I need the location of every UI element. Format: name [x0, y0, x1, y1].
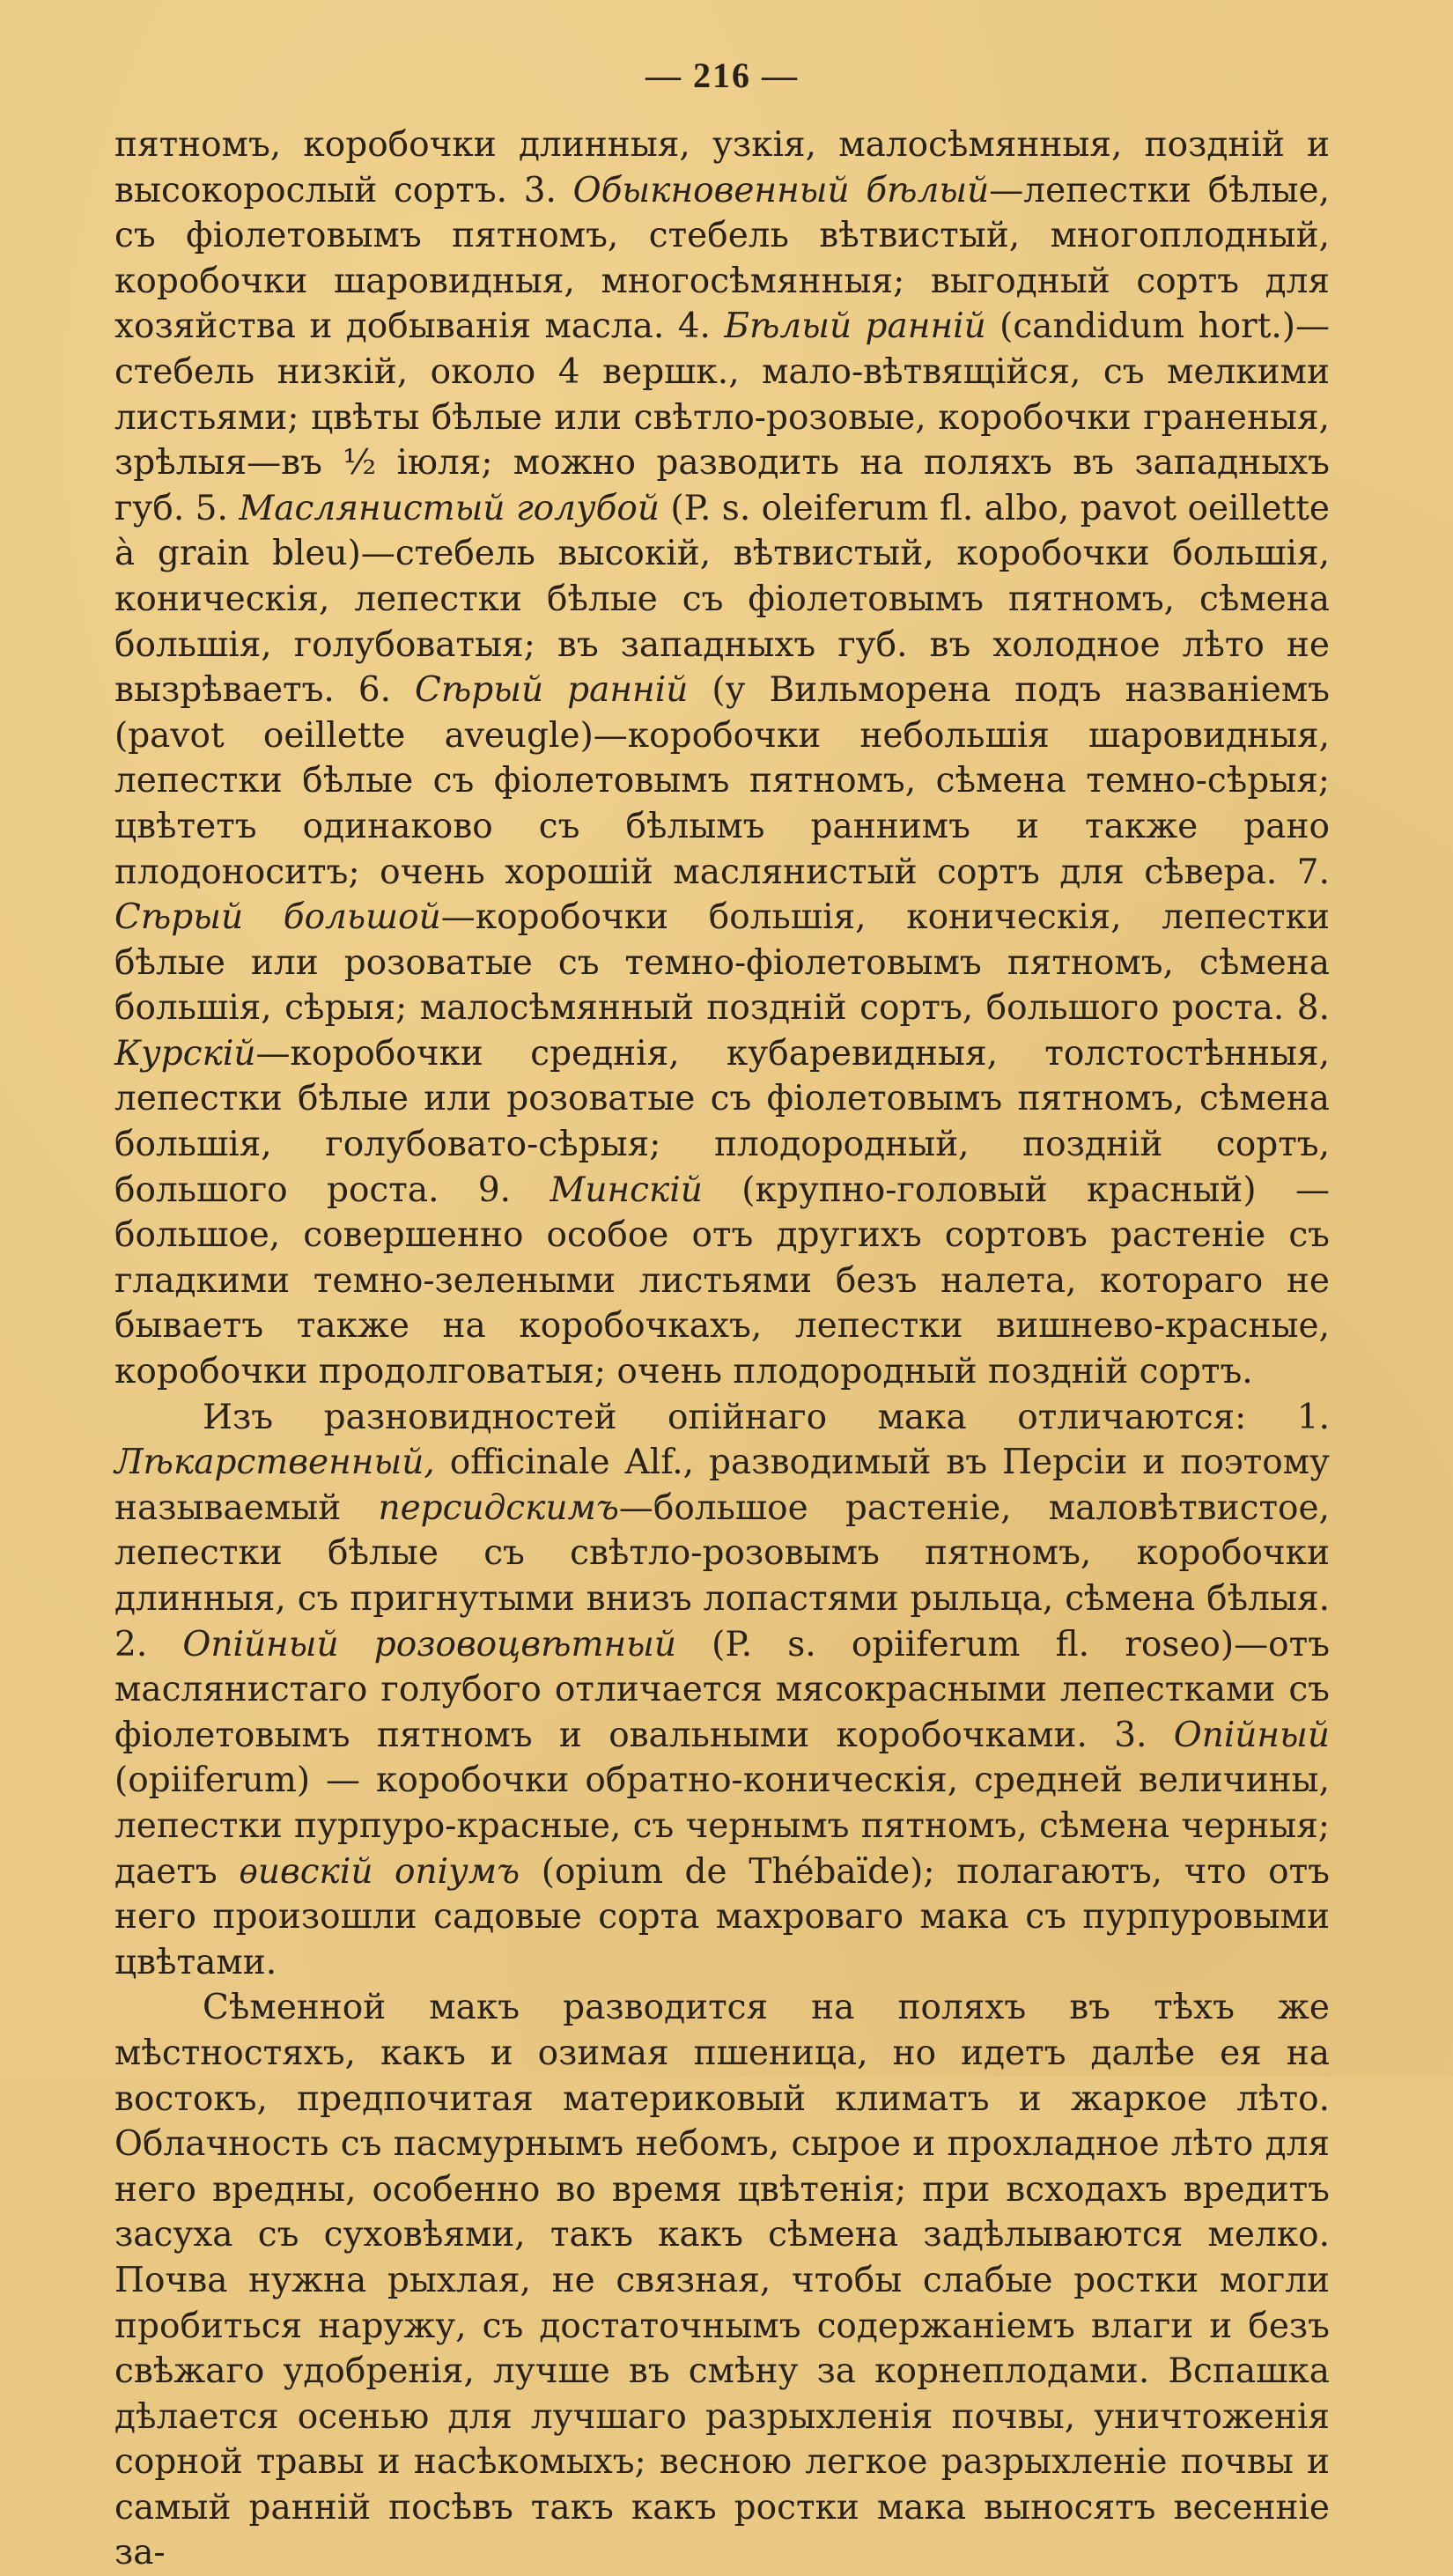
italic-variety-name: Опійный	[1173, 1715, 1330, 1755]
italic-variety-name: Сѣрый ранній	[415, 670, 689, 711]
text-segment: (крупно-головый красный) — большое, совершенно особое отъ другихъ сортовъ растеніе съ гладкими темно-зелеными листьями безъ налета, котораго не бываетъ также на коробочкахъ, лепестки вишнево-красные, коробочки продолговатыя; очень плодородный поздній сортъ.	[114, 1170, 1330, 1392]
italic-variety-name: Курскій	[114, 1033, 256, 1074]
text-segment: officinale Alf., разводимый въ Персіи и поэтому называемый	[114, 1443, 1330, 1528]
italic-variety-name: ѳивскій опіумъ	[239, 1851, 520, 1892]
text-segment: —коробочки среднія, кубаревидныя, толстостѣнныя, лепестки бѣлые или розоватые съ фіолетовымъ пятномъ, сѣмена большія, голубовато-сѣрыя; плодородный, поздній сортъ, большого роста. 9.	[114, 1033, 1330, 1210]
paragraph	[114, 122, 1330, 1395]
italic-variety-name: Маслянистый голубой	[239, 488, 660, 528]
italic-variety-name: Минскій	[549, 1170, 703, 1210]
text-segment: (P. s. oleiferum fl. albo, pavot oeillette à grain bleu)—стебель высокій, вѣтвистый, коробочки большія, коническія, лепестки бѣлые съ фіолетовымъ пятномъ, сѣмена большія, голубоватыя; въ западныхъ губ. въ холодное лѣто не вызрѣваетъ. 6.	[114, 488, 1330, 711]
text-segment: —лепестки бѣлые, съ фіолетовымъ пятномъ, стебель вѣтвистый, многоплодный, коробочки шаровидныя, многосѣмянныя; выгодный сортъ для хозяйства и добыванія масла. 4.	[114, 170, 1330, 347]
text-segment: (candidum hort.)—стебель низкій, около 4 вершк., мало-вѣтвящійся, съ мелкими листьями; цвѣты бѣлые или свѣтло-розовые, коробочки граненыя, зрѣлыя—въ ½ іюля; можно разводить на поляхъ въ западныхъ губ. 5.	[114, 306, 1330, 528]
page-number: — 216 —	[645, 55, 799, 95]
text-segment: —большое растеніе, маловѣтвистое, лепестки бѣлые съ свѣтло-розовымъ пятномъ, коробочки длинныя, съ пригнутыми внизъ лопастями рыльца, сѣмена бѣлыя. 2.	[114, 1487, 1330, 1664]
body-text	[114, 122, 1330, 2576]
italic-variety-name: персидскимъ	[378, 1487, 619, 1528]
text-segment: (opiiferum) — коробочки обратно-коническія, средней величины, лепестки пурпуро-красные, съ чернымъ пятномъ, сѣмена черныя; даетъ	[114, 1760, 1330, 1892]
text-segment: пятномъ, коробочки длинныя, узкія, малосѣмянныя, поздній и высокорослый сортъ. 3.	[114, 125, 1330, 210]
italic-variety-name: Обыкновенный бѣлый	[572, 170, 990, 210]
text-segment: (opium de Thébaïde); полагаютъ, что отъ него произошли садовые сорта махроваго мака съ пурпуровыми цвѣтами.	[114, 1851, 1330, 1982]
italic-variety-name: Сѣрый большой	[114, 897, 441, 938]
italic-variety-name: Опійный розовоцвѣтный	[182, 1624, 677, 1664]
text-segment: (P. s. opiiferum fl. roseo)—отъ маслянистаго голубого отличается мясокрасными лепестками съ фіолетовымъ пятномъ и овальными коробочками. 3.	[114, 1624, 1331, 1755]
italic-variety-name: Бѣлый ранній	[724, 306, 986, 347]
paragraph	[114, 1985, 1330, 2576]
text-segment: (у Вильморена подъ названіемъ (pavot oeillette aveugle)—коробочки небольшія шаровидныя, лепестки бѣлые съ фіолетовымъ пятномъ, сѣмена темно-сѣрыя; цвѣтетъ одинаково съ бѣлымъ раннимъ и также рано плодоноситъ; очень хорошій маслянистый сортъ для сѣвера. 7.	[114, 670, 1330, 892]
paragraph	[114, 1395, 1330, 1986]
text-segment: Изъ разновидностей опійнаго мака отличаются: 1.	[203, 1397, 1330, 1437]
text-segment: Сѣменной макъ разводится на поляхъ въ тѣхъ же мѣстностяхъ, какъ и озимая пшеница, но идетъ далѣе ея на востокъ, предпочитая материковый климатъ и жаркое лѣто. Облачность съ пасмурнымъ небомъ, сырое и прохладное лѣто для него вредны, особенно во время цвѣтенія; при всходахъ вредитъ засуха съ суховѣями, такъ какъ сѣмена задѣлываются мелко. Почва нужна рыхлая, не связная, чтобы слабые ростки могли пробиться наружу, съ достаточнымъ содержаніемъ влаги и безъ свѣжаго удобренія, лучше въ смѣну за корнеплодами. Вспашка дѣлается осенью для лучшаго разрыхленія почвы, уничтоженія сорной травы и насѣкомыхъ; весною легкое разрыхленіе почвы и самый ранній посѣвъ такъ какъ ростки мака выносятъ весенніе за-	[114, 1988, 1330, 2573]
italic-variety-name: Лѣкарственный,	[114, 1443, 435, 1483]
text-segment: —коробочки большія, коническія, лепестки бѣлые или розоватые съ темно-фіолетовымъ пятномъ, сѣмена большія, сѣрыя; малосѣмянный поздній сортъ, большого роста. 8.	[114, 897, 1330, 1029]
